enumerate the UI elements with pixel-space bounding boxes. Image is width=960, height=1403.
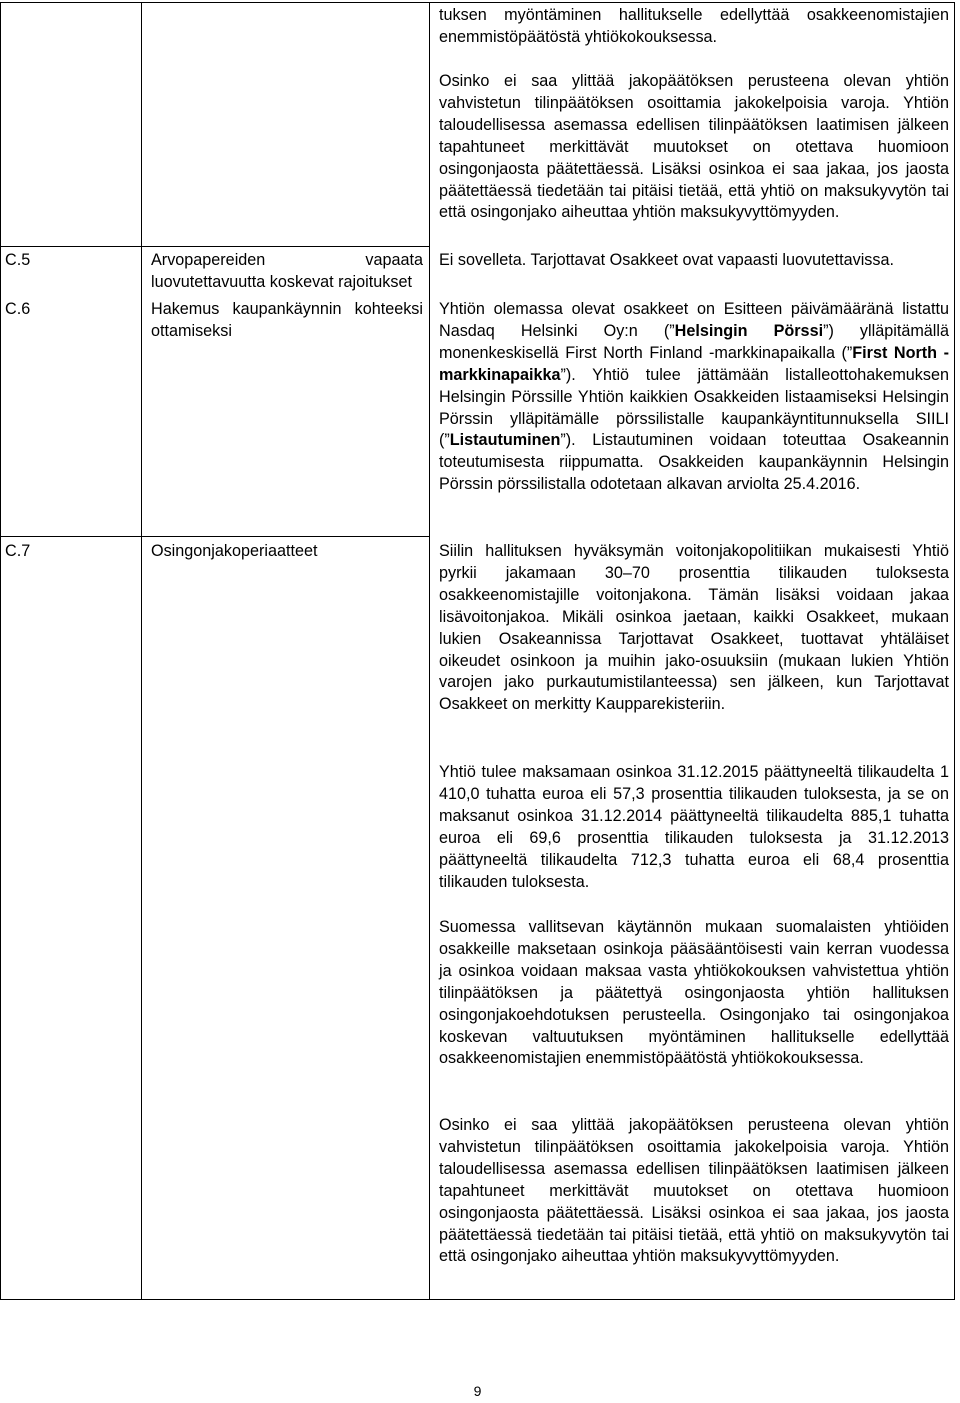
paragraph: Siilin hallituksen hyväksymän voitonjakopolitiikan mukaisesti Yhtiö pyrkii jakamaan 30–70 prosenttia tilikauden tuloksesta osakkeenomistajille voitonjakona. Tämän lisäksi voidaan jakaa lisävoitonjakoa. Mikäli osinkoa jaetaan, kaikki Osakkeet, mukaan lukien Osakeannissa Tarjottavat Osakkeet, tuottavat yhtäläiset oikeudet osinkoon ja muihin jako-osuuksiin (mukaan lukien Yhtiön varojen jako purkautumistilanteessa) sen jälkeen, kun Tarjottavat Osakkeet on merkitty Kaupparekisteriin. [439, 542, 949, 714]
section-title: Osingonjakoperiaatteet [151, 542, 318, 560]
continued-paragraph: tuksen myöntäminen hallitukselle edellyttää osakkeenomistajien enemmistöpäätöstä yhtiökokouksessa. [439, 6, 949, 46]
section-title: Hakemus kaupankäynnin kohteeksi ottamiseksi [151, 300, 423, 340]
paragraph: Osinko ei saa ylittää jakopäätöksen perusteena olevan yhtiön vahvistetun tilinpäätöksen osoittamia jakokelpoisia varoja. Yhtiön taloudellisessa asemassa edellisen tilinpäätöksen laatimisen jälkeen tapahtuneet merkittävät muutokset on otettava huomioon osingonjaosta päätettäessä. Lisäksi osinkoa ei saa jakaa, jos jaosta päätettäessä tiedetään tai pitäisi tietää, että yhtiö on maksukyvytön tai että osingonjako aiheuttaa yhtiön maksukyvyttömyyden. [439, 72, 949, 222]
text-span: ”). Listautuminen voidaan toteuttaa Osakeannin toteutumisesta riippumatta. Osakkeiden kaupankäynnin Helsingin Pörssin pörssilistalla odotetaan alkavan arviolta 25.4.2016. [439, 431, 949, 494]
paragraph [439, 299, 949, 496]
defined-term: Listautuminen [449, 431, 561, 450]
row-divider [1, 536, 429, 537]
column-divider [141, 3, 142, 1299]
text-span: Yhtiön olemassa olevat osakkeet on Esitteen päivämääränä listattu Nasdaq Helsinki Oy:n (” [439, 300, 949, 340]
section-code: C.6 [5, 300, 31, 318]
paragraph: Yhtiö tulee maksamaan osinkoa 31.12.2015 päättyneeltä tilikaudelta 1 410,0 tuhatta euroa eli 57,3 prosenttia tilikauden tuloksesta, ja se on maksanut osinkoa 31.12.2014 päättyneeltä tilikaudelta 885,1 tuhatta euroa eli 69,6 prosenttia tilikauden tuloksesta ja 31.12.2013 päättyneeltä tilikaudelta 712,3 tuhatta euroa eli 68,4 prosenttia tilikauden tuloksesta. [439, 763, 949, 891]
summary-table [0, 2, 955, 1300]
paragraph: Suomessa vallitsevan käytännön mukaan suomalaisten yhtiöiden osakkeille maksetaan osinkoja pääsääntöisesti vain kerran vuodessa ja osinkoa voidaan maksaa vasta yhtiökokouksen vahvistettua yhtiön tilinpäätöksen ja päätettyä osingonjaosta yhtiön hallituksen osingonjakoehdotuksen perusteella. Osingonjako tai osingonjakoa koskevan valtuutuksen myöntäminen hallitukselle edellyttää osakkeenomistajien enemmistöpäätöstä yhtiökokouksessa. [439, 918, 949, 1068]
section-code: C.5 [5, 251, 31, 269]
paragraph: Osinko ei saa ylittää jakopäätöksen perusteena olevan yhtiön vahvistetun tilinpäätöksen osoittamia jakokelpoisia varoja. Yhtiön taloudellisessa asemassa edellisen tilinpäätöksen laatimisen jälkeen tapahtuneet merkittävät muutokset on otettava huomioon osingonjaosta päätettäessä. Lisäksi osinkoa ei saa jakaa, jos jaosta päätettäessä tiedetään tai pitäisi tietää, että yhtiö on maksukyvytön tai että osingonjako aiheuttaa yhtiön maksukyvyttömyyden. [439, 1116, 949, 1266]
text-span: ”) ylläpitämällä monenkeskisellä First North Finland -markkinapaikalla (” [439, 321, 949, 362]
defined-term: First North -markkinapaikka [439, 343, 949, 384]
column-divider [429, 3, 430, 1299]
page-number: 9 [473, 1383, 482, 1399]
section-code: C.7 [5, 542, 31, 560]
row-divider [1, 246, 429, 247]
paragraph: Ei sovelleta. Tarjottavat Osakkeet ovat vapaasti luovutettavissa. [439, 251, 894, 269]
defined-term: Helsingin Pörssi [674, 321, 824, 340]
section-title: Arvopapereiden vapaata luovutettavuutta koskevat rajoitukset [151, 251, 423, 291]
text-span: ”). Yhtiö tulee jättämään listalleottohakemuksen Helsingin Pörssille Yhtiön kaikkien Osakkeiden listaamiseksi Helsingin Pörssin ylläpitämälle pörssilistalle kaupankäyntitunnuksella SIILI (” [439, 365, 949, 450]
